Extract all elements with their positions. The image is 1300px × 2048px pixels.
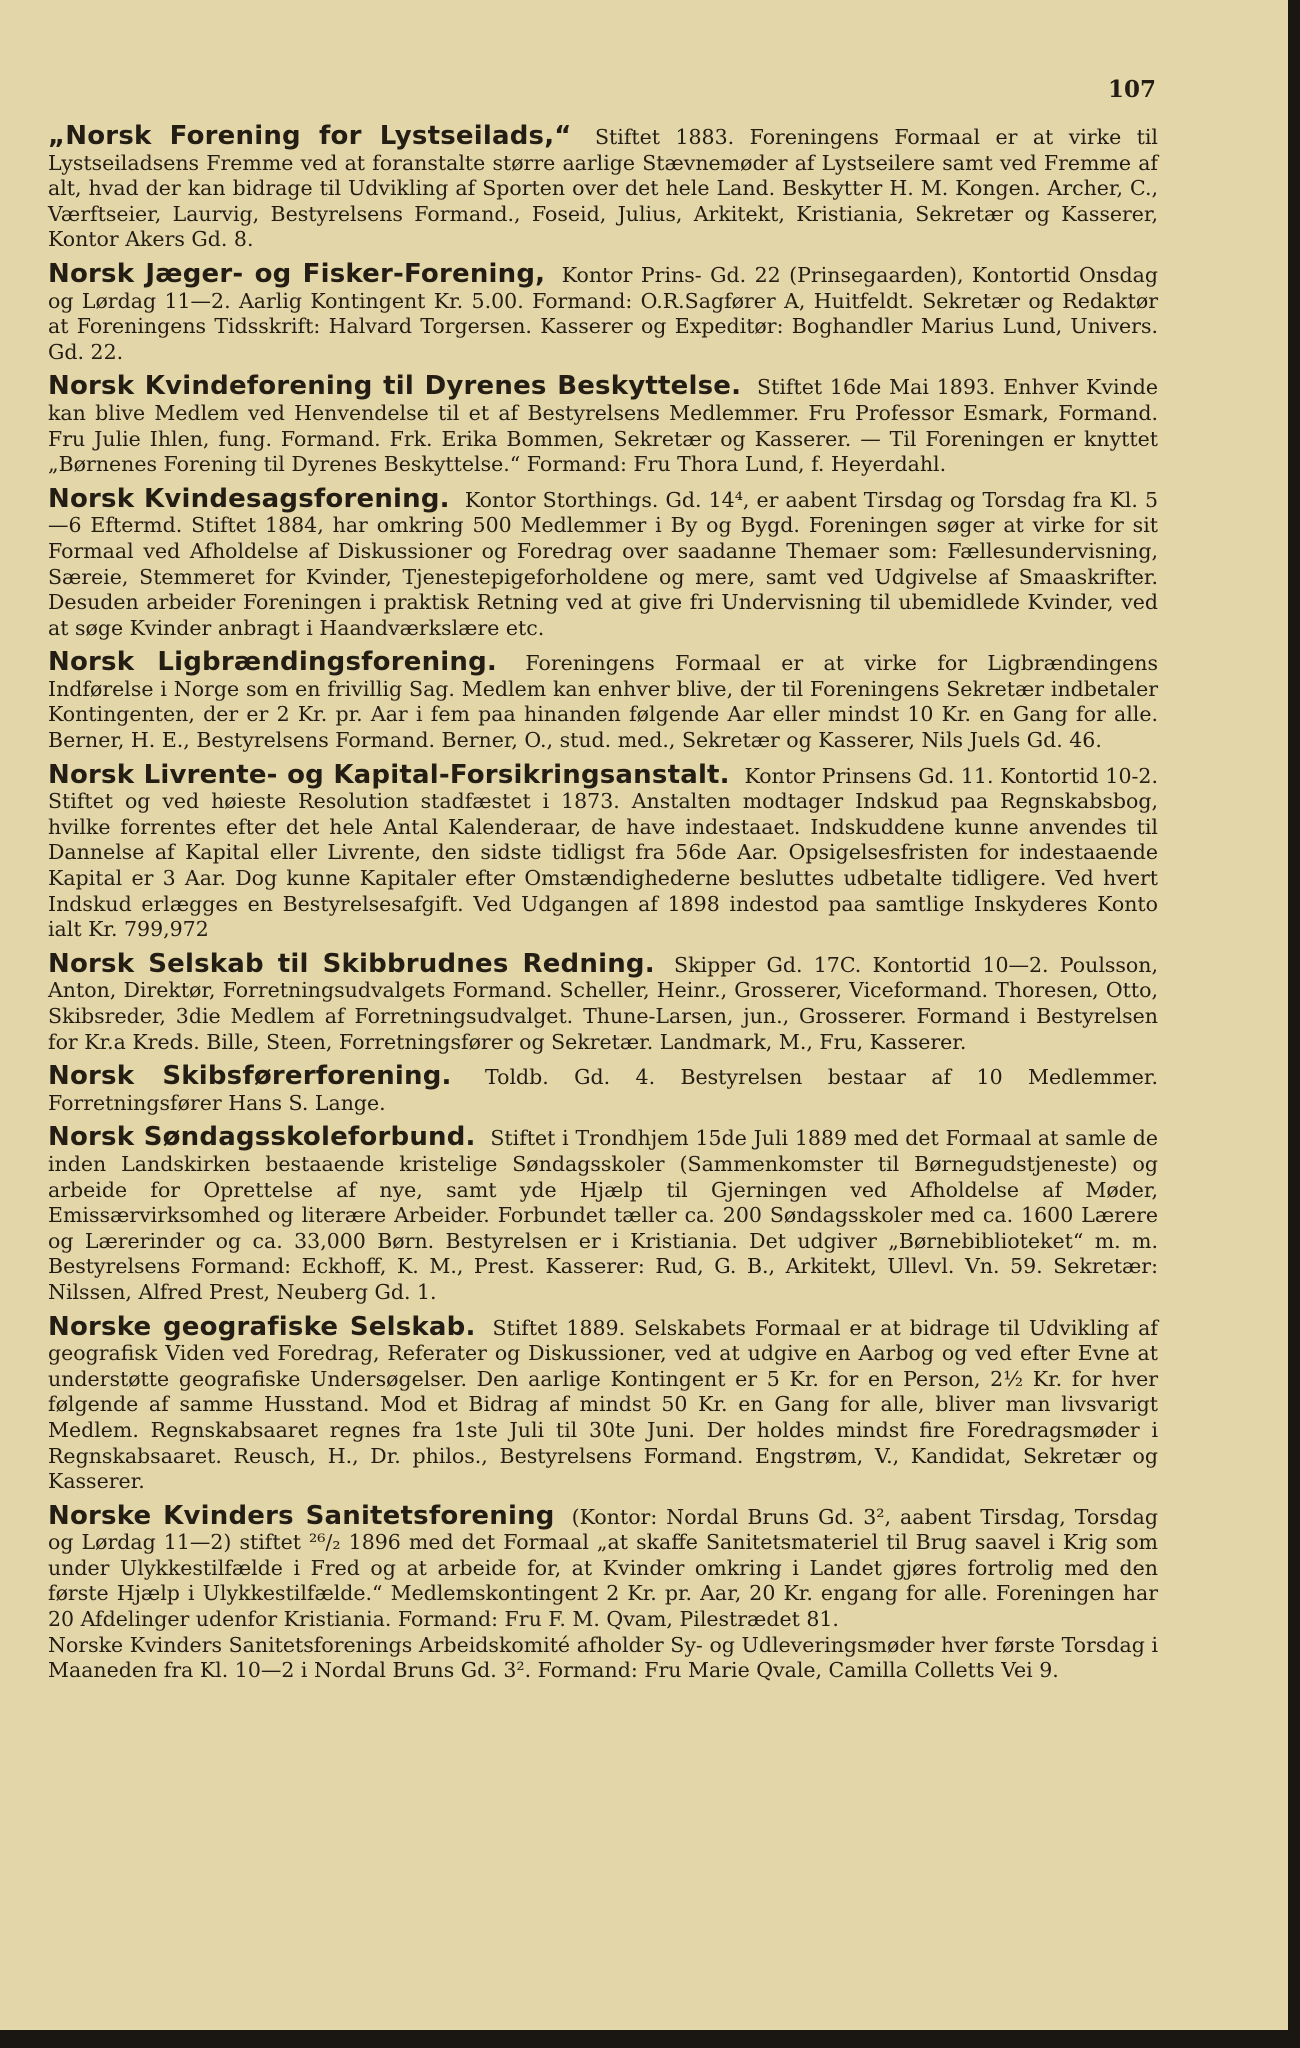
entry-title: Norsk Skibsførerforening. (48, 1061, 452, 1092)
directory-entries (48, 121, 1158, 1693)
entry-title: Norsk Ligbrændingsforening. (48, 647, 497, 678)
entry-livrente-forsikring (48, 759, 1158, 943)
entry-body: Stiftet 1883. Foreningens Formaal er at virke til Lystseiladsens Fremme ved at foranstalte større aarlige Stævnemøder af Lystseilere samt ved Fremme af alt, hvad der kan bidrage til Udvikling af Sporten over det hele Land. Beskytter H. M. Kongen. Archer, C., Værftseier, Laurvig, Bestyrelsens Formand., Foseid, Julius, Arkitekt, Kristiania, Sekretær og Kasserer, Kontor Akers Gd. 8. (48, 125, 1158, 252)
entry-title: Norsk Kvindesagsforening. (48, 483, 450, 514)
entry-body: Kontor Prinsens Gd. 11. Kontortid 10-2. Stiftet og ved høieste Resolution stadfæstet i 1873. Anstalten modtager Indskud paa Regnskabsbog, hvilke forrentes efter det hele Antal Kalenderaar, de have indestaaet. Indskuddene kunne anvendes til Dannelse af Kapital eller Livrente, den sidste tidligst fra 56de Aar. Opsigelsesfristen for indestaaende Kapital er 3 Aar. Dog kunne Kapitaler efter Omstændighederne besluttes udbetalte tidligere. Ved hvert Indskud erlægges en Bestyrelsesafgift. Ved Udgangen af 1898 indestod paa samtlige Inskyderes Konto ialt Kr. 799,972 (48, 763, 1158, 942)
entry-body: Toldb. Gd. 4. Bestyrelsen bestaar af 10 Medlemmer. Forretningsfører Hans S. Lange. (48, 1065, 1158, 1115)
entry-body: Stiftet i Trondhjem 15de Juli 1889 med det Formaal at samle de inden Landskirken bestaaende kristelige Søndagsskoler (Sammenkomster til Børnegudstjeneste) og arbeide for Oprettelse af nye, samt yde Hjælp til Gjerningen ved Afholdelse af Møder, Emissærvirksomhed og literære Arbeider. Forbundet tæller ca. 200 Søndagsskoler med ca. 1600 Lærere og Lærerinder og ca. 33,000 Børn. Bestyrelsen er i Kristiania. Det udgiver „Børnebiblioteket“ m. m. Bestyrelsens Formand: Eckhoff, K. M., Prest. Kasserer: Rud, G. B., Arkitekt, Ullevl. Vn. 59. Sekretær: Nilssen, Alfred Prest, Neuberg Gd. 1. (48, 1126, 1158, 1304)
entry-lystseilads (48, 121, 1158, 253)
entry-body: Stiftet 1889. Selskabets Formaal er at bidrage til Udvikling af geografisk Viden ved Foredrag, Referater og Diskussioner, ved at udgive en Aarbog og ved efter Evne at understøtte geografiske Undersøgelser. Den aarlige Kontingent er 5 Kr. for en Person, 2½ Kr. for hver følgende af samme Husstand. Mod et Bidrag af mindst 50 Kr. en Gang for alle, bliver man livsvarigt Medlem. Regnskabsaaret regnes fra 1ste Juli til 30te Juni. Der holdes mindst fire Foredragsmøder i Regnskabsaaret. Reusch, H., Dr. philos., Bestyrelsens Formand. Engstrøm, V., Kandidat, Sekretær og Kasserer. (48, 1315, 1158, 1494)
entry-body: Stiftet 16de Mai 1893. Enhver Kvinde kan blive Medlem ved Henvendelse til et af Bestyrelsens Medlemmer. Fru Professor Esmark, Formand. Fru Julie Ihlen, fung. Formand. Frk. Erika Bommen, Sekretær og Kasserer. — Til Foreningen er knyttet „Børnenes Forening til Dyrenes Beskyttelse.“ Formand: Fru Thora Lund, f. Heyerdahl. (48, 375, 1158, 477)
entry-title: Norsk Selskab til Skibbrudnes Redning. (48, 948, 655, 979)
entry-ligbraendingsforening (48, 647, 1158, 753)
entry-body: (Kontor: Nordal Bruns Gd. 3², aabent Tirsdag, Torsdag og Lørdag 11—2) stiftet ²⁶/₂ 1896 med det Formaal „at skaffe Sanitetsmateriel til Brug saavel i Krig som under Ulykkestilfælde i Fred og at arbeide for, at Kvinder omkring i Landet gjøres fortrolig med den første Hjælp i Ulykkestilfælde.“ Medlemskontingent 2 Kr. pr. Aar, 20 Kr. engang for alle. Foreningen har 20 Afdelinger udenfor Kristiania. Formand: Fru F. M. Qvam, Pilestrædet 81. (48, 1504, 1158, 1632)
entry-title: „Norsk Forening for Lystseilads,“ (48, 121, 572, 151)
entry-body: Foreningens Formaal er at virke for Ligbrændingens Indførelse i Norge som en frivillig Sag. Medlem kan enhver blive, der til Foreningens Sekretær indbetaler Kontingenten, der er 2 Kr. pr. Aar i fem paa hinanden følgende Aar eller mindst 10 Kr. en Gang for alle. Berner, H. E., Bestyrelsens Formand. Berner, O., stud. med., Sekretær og Kasserer, Nils Juels Gd. 46. (48, 651, 1158, 753)
entry-skibbrudnes-redning (48, 948, 1158, 1055)
entry-title: Norsk Søndagsskoleforbund. (48, 1122, 476, 1153)
entry-title: Norsk Livrente- og Kapital-Forsikringsanstalt. (48, 759, 730, 790)
entry-body: Skipper Gd. 17C. Kontortid 10—2. Poulsson, Anton, Direktør, Forretningsudvalgets Formand. Scheller, Heinr., Grosserer, Viceformand. Thoresen, Otto, Skibsreder, 3die Medlem af Forretningsudvalget. Thune-Larsen, jun., Grosserer. Formand i Bestyrelsen for Kr.a Kreds. Bille, Steen, Forretningsfører og Sekretær. Landmark, M., Fru, Kasserer. (48, 952, 1158, 1054)
entry-sanitetsforening (48, 1500, 1158, 1684)
entry-kvindesagsforening (48, 483, 1158, 642)
entry-title: Norske geografiske Selskab. (48, 1311, 476, 1342)
entry-skibsforerforening (48, 1061, 1158, 1116)
entry-title: Norske Kvinders Sanitetsforening (48, 1500, 555, 1531)
entry-body: Kontor Prins- Gd. 22 (Prinsegaarden), Kontortid Onsdag og Lørdag 11—2. Aarlig Kontingent Kr. 5.00. Formand: O.R.Sagfører A, Huitfeldt. Sekretær og Redaktør at Foreningens Tidsskrift: Halvard Torgersen. Kasserer og Expeditør: Boghandler Marius Lund, Univers. Gd. 22. (48, 262, 1158, 364)
entry-subparagraph: Norske Kvinders Sanitetsforenings Arbeidskomité afholder Sy- og Udleveringsmøder hver første Torsdag i Maaneden fra Kl. 10—2 i Nordal Bruns Gd. 3². Formand: Fru Marie Qvale, Camilla Colletts Vei 9. (48, 1632, 1158, 1683)
entry-sondagsskoleforbund (48, 1122, 1158, 1305)
entry-title: Norsk Kvindeforening til Dyrenes Beskyttelse. (48, 371, 742, 402)
entry-body: Kontor Storthings. Gd. 14⁴, er aabent Tirsdag og Torsdag fra Kl. 5—6 Eftermd. Stiftet 1884, har omkring 500 Medlemmer i By og Bygd. Foreningen søger at virke for sit Formaal ved Afholdelse af Diskussioner og Foredrag over saadanne Themaer som: Fællesundervisning, Særeie, Stemmeret for Kvinder, Tjenestepigeforholdene og mere, samt ved Udgivelse af Smaaskrifter. Desuden arbeider Foreningen i praktisk Retning ved at give fri Undervisning til ubemidlede Kvinder, ved at søge Kvinder anbragt i Haandværkslære etc. (48, 487, 1158, 640)
entry-jaeger-fisker (48, 258, 1158, 365)
entry-geografiske-selskab (48, 1311, 1158, 1495)
page-number: 107 (1107, 76, 1156, 103)
entry-title: Norsk Jæger- og Fisker-Forening, (48, 258, 546, 289)
entry-dyrenes-beskyttelse (48, 371, 1158, 477)
